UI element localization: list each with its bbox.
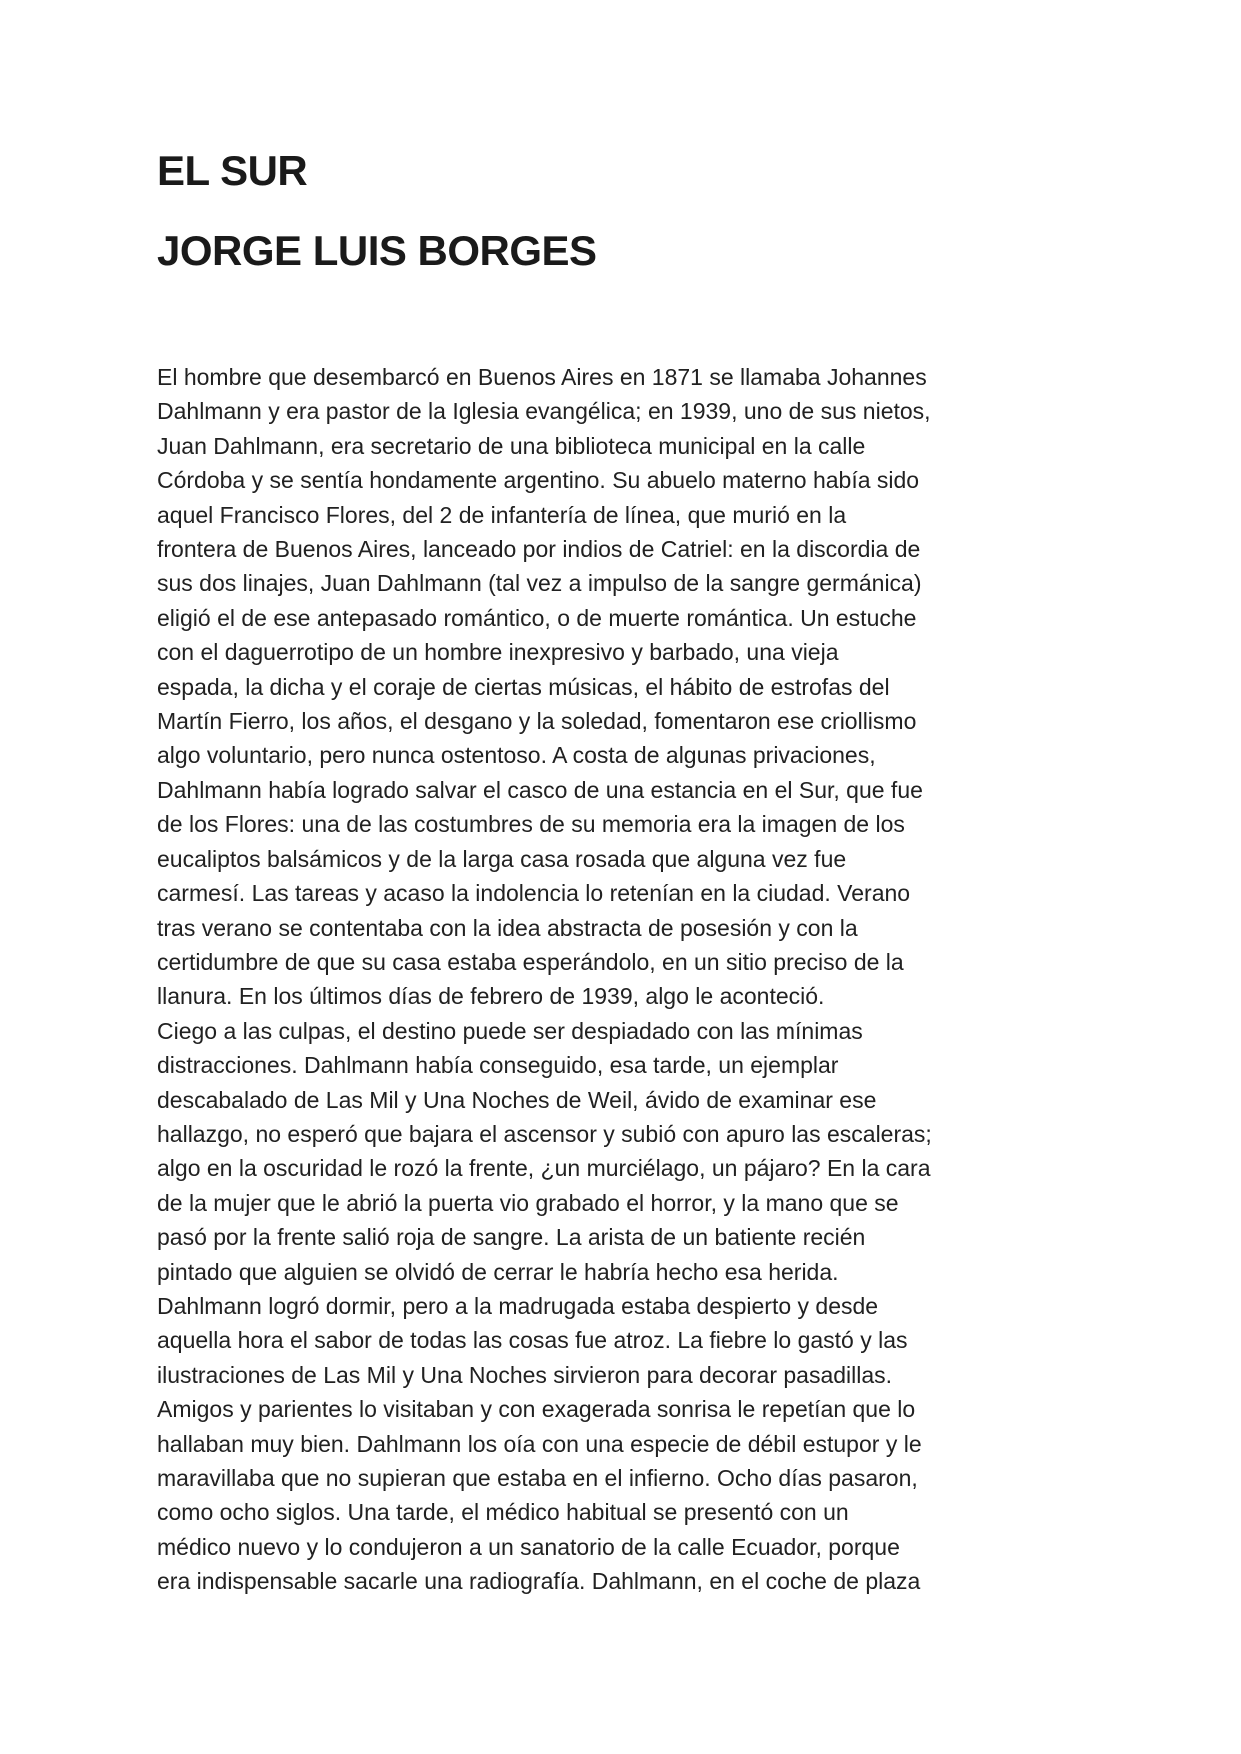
text-line: Dahlmann logró dormir, pero a la madrugada estaba despierto y desde <box>157 1292 879 1319</box>
text-line: Córdoba y se sentía hondamente argentino. Su abuelo materno había sido <box>157 467 920 494</box>
text-line: pintado que alguien se olvidó de cerrar le habría hecho esa herida. <box>157 1258 839 1285</box>
story-title: EL SUR <box>157 147 308 194</box>
text-line: Juan Dahlmann, era secretario de una biblioteca municipal en la calle <box>157 432 866 459</box>
text-line: aquella hora el sabor de todas las cosas fue atroz. La fiebre lo gastó y las <box>157 1327 908 1354</box>
text-line: descabalado de Las Mil y Una Noches de Weil, ávido de examinar ese <box>157 1086 877 1113</box>
story-body <box>157 360 1087 1599</box>
paragraph <box>157 1014 1087 1599</box>
text-line: Ciego a las culpas, el destino puede ser despiadado con las mínimas <box>157 1017 863 1044</box>
text-line: maravillaba que no supieran que estaba en el infierno. Ocho días pasaron, <box>157 1465 918 1491</box>
text-line: carmesí. Las tareas y acaso la indolencia lo retenían en la ciudad. Verano <box>157 880 911 907</box>
text-line: hallazgo, no esperó que bajara el ascensor y subió con apuro las escaleras; <box>157 1120 932 1147</box>
paragraph <box>157 360 1087 1014</box>
text-line: El hombre que desembarcó en Buenos Aires en 1871 se llamaba Johannes <box>157 364 927 390</box>
text-line: tras verano se contentaba con la idea abstracta de posesión y con la <box>157 914 858 941</box>
text-line: espada, la dicha y el coraje de ciertas músicas, el hábito de estrofas del <box>157 673 890 700</box>
text-line: ilustraciones de Las Mil y Una Noches sirvieron para decorar pasadillas. <box>157 1361 893 1388</box>
text-line: como ocho siglos. Una tarde, el médico habitual se presentó con un <box>157 1499 849 1526</box>
text-line: eucaliptos balsámicos y de la larga casa rosada que alguna vez fue <box>157 845 847 872</box>
text-line: de los Flores: una de las costumbres de su memoria era la imagen de los <box>157 811 905 838</box>
text-line: algo voluntario, pero nunca ostentoso. A costa de algunas privaciones, <box>157 742 876 769</box>
text-line: de la mujer que le abrió la puerta vio grabado el horror, y la mano que se <box>157 1189 899 1216</box>
text-line: sus dos linajes, Juan Dahlmann (tal vez a impulso de la sangre germánica) <box>157 570 922 597</box>
text-line: con el daguerrotipo de un hombre inexpresivo y barbado, una vieja <box>157 639 839 666</box>
text-line: aquel Francisco Flores, del 2 de infantería de línea, que murió en la <box>157 501 847 528</box>
text-line: distracciones. Dahlmann había conseguido, esa tarde, un ejemplar <box>157 1052 839 1079</box>
text-line: llanura. En los últimos días de febrero de 1939, algo le aconteció. <box>157 983 825 1010</box>
text-line: pasó por la frente salió roja de sangre. La arista de un batiente recién <box>157 1224 866 1251</box>
author-name: JORGE LUIS BORGES <box>157 227 597 274</box>
text-line: Amigos y parientes lo visitaban y con exagerada sonrisa le repetían que lo <box>157 1396 916 1423</box>
text-line: frontera de Buenos Aires, lanceado por indios de Catriel: en la discordia de <box>157 536 921 563</box>
text-line: era indispensable sacarle una radiografía. Dahlmann, en el coche de plaza <box>157 1568 921 1595</box>
text-line: algo en la oscuridad le rozó la frente, ¿un murciélago, un pájaro? En la cara <box>157 1155 931 1182</box>
text-line: certidumbre de que su casa estaba esperándolo, en un sitio preciso de la <box>157 948 904 975</box>
text-line: Dahlmann y era pastor de la Iglesia evangélica; en 1939, uno de sus nietos, <box>157 398 931 425</box>
text-line: hallaban muy bien. Dahlmann los oía con una especie de débil estupor y le <box>157 1430 922 1457</box>
text-line: Dahlmann había logrado salvar el casco de una estancia en el Sur, que fue <box>157 776 923 803</box>
text-line: Martín Fierro, los años, el desgano y la soledad, fomentaron ese criollismo <box>157 708 917 735</box>
text-line: eligió el de ese antepasado romántico, o de muerte romántica. Un estuche <box>157 604 917 631</box>
text-line: médico nuevo y lo condujeron a un sanatorio de la calle Ecuador, porque <box>157 1533 900 1560</box>
